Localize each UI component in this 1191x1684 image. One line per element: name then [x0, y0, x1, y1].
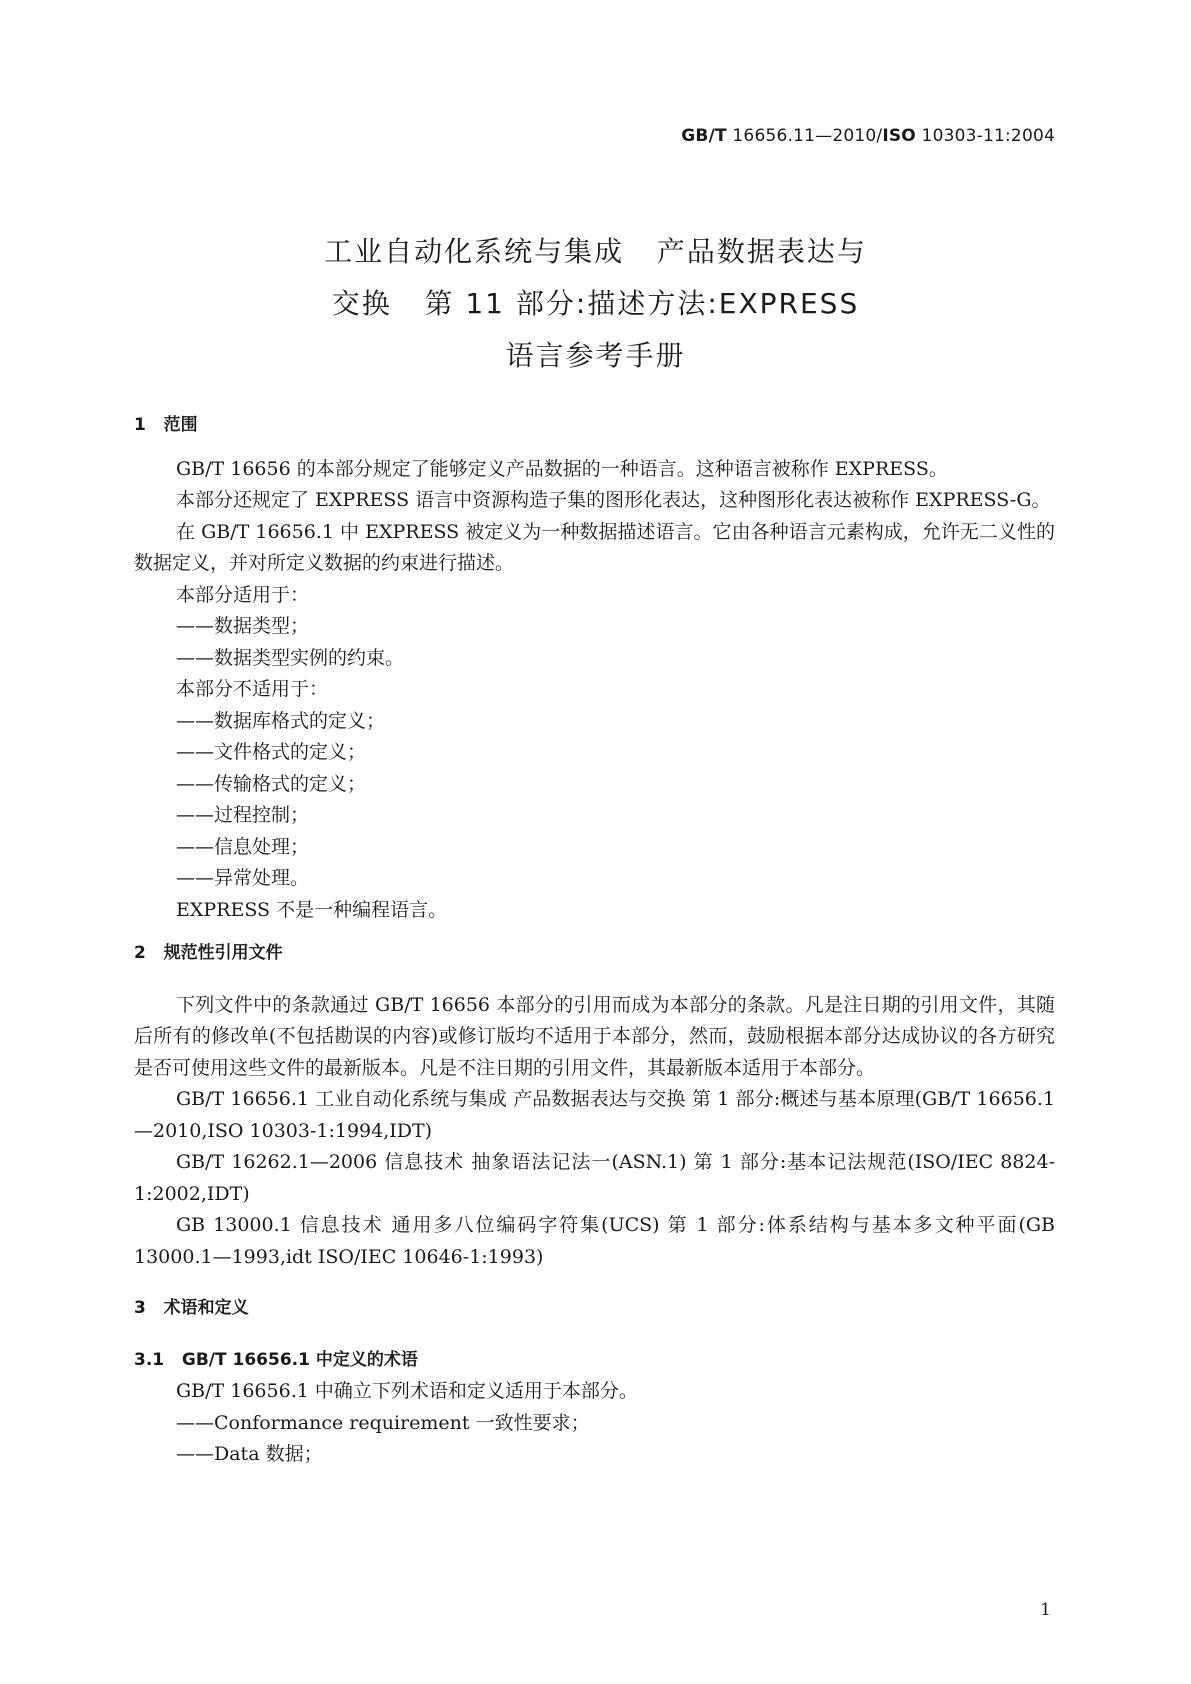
page-number: 1	[1040, 1600, 1051, 1620]
paragraph: 下列文件中的条款通过 GB/T 16656 本部分的引用而成为本部分的条款。凡是注日期的引用文件，其随后所有的修改单(不包括勘误的内容)或修订版均不适用于本部分，然而，鼓励根据本部分达成协议的各方研究是否可使用这些文件的最新版本。凡是不注日期的引用文件，其最新版本适用于本部分。	[134, 993, 1055, 1079]
section-2-heading: 2 规范性引用文件	[134, 943, 283, 963]
list-item: ——过程控制；	[176, 804, 310, 826]
paragraph: 在 GB/T 16656.1 中 EXPRESS 被定义为一种数据描述语言。它由各种语言元素构成，允许无二义性的数据定义，并对所定义数据的约束进行描述。	[134, 520, 1055, 574]
standard-code-header: GB/T 16656.11—2010/ISO 10303-11:2004	[681, 126, 1055, 146]
list-item: ——数据类型；	[176, 615, 310, 637]
section-3-heading: 3 术语和定义	[134, 1298, 249, 1318]
list-item: ——数据库格式的定义；	[176, 709, 386, 732]
document-title	[0, 226, 1191, 382]
list-item: ——异常处理。	[176, 867, 310, 889]
title-line-3: 语言参考手册	[505, 339, 686, 372]
paragraph: GB/T 16656.1 中确立下列术语和定义适用于本部分。	[176, 1380, 638, 1402]
paragraph: 本部分还规定了 EXPRESS 语言中资源构造子集的图形化表达，这种图形化表达被称作 EXPRESS-G。	[176, 489, 1051, 511]
title-line-2: 交换 第 11 部分:描述方法:EXPRESS	[331, 287, 860, 320]
not-applies-intro: 本部分不适用于：	[176, 678, 329, 700]
list-item: ——Data 数据；	[176, 1443, 323, 1465]
reference-entry: GB/T 16262.1—2006 信息技术 抽象语法记法一(ASN.1) 第 1 部分:基本记法规范(ISO/IEC 8824-1:2002,IDT)	[134, 1151, 1055, 1205]
reference-entry: GB 13000.1 信息技术 通用多八位编码字符集(UCS) 第 1 部分:体系结构与基本多文种平面(GB 13000.1—1993,idt ISO/IEC 10646-1:1993)	[134, 1214, 1055, 1268]
paragraph: GB/T 16656 的本部分规定了能够定义产品数据的一种语言。这种语言被称作 EXPRESS。	[176, 457, 948, 480]
document-body	[134, 410, 1055, 1471]
closing-statement: EXPRESS 不是一种编程语言。	[176, 898, 448, 921]
reference-entry: GB/T 16656.1 工业自动化系统与集成 产品数据表达与交换 第 1 部分:概述与基本原理(GB/T 16656.1—2010,ISO 10303-1:1994,IDT)	[134, 1088, 1055, 1142]
applies-intro: 本部分适用于：	[176, 583, 310, 606]
list-item: ——Conformance requirement 一致性要求；	[176, 1411, 590, 1434]
title-line-1: 工业自动化系统与集成 产品数据表达与	[324, 235, 867, 268]
list-item: ——数据类型实例的约束。	[176, 646, 405, 669]
list-item: ——传输格式的定义；	[176, 772, 367, 795]
list-item: ——文件格式的定义；	[176, 741, 367, 763]
section-3-1-heading: 3.1 GB/T 16656.1 中定义的术语	[134, 1349, 418, 1370]
section-1-heading: 1 范围	[134, 415, 198, 435]
list-item: ——信息处理；	[176, 835, 310, 858]
